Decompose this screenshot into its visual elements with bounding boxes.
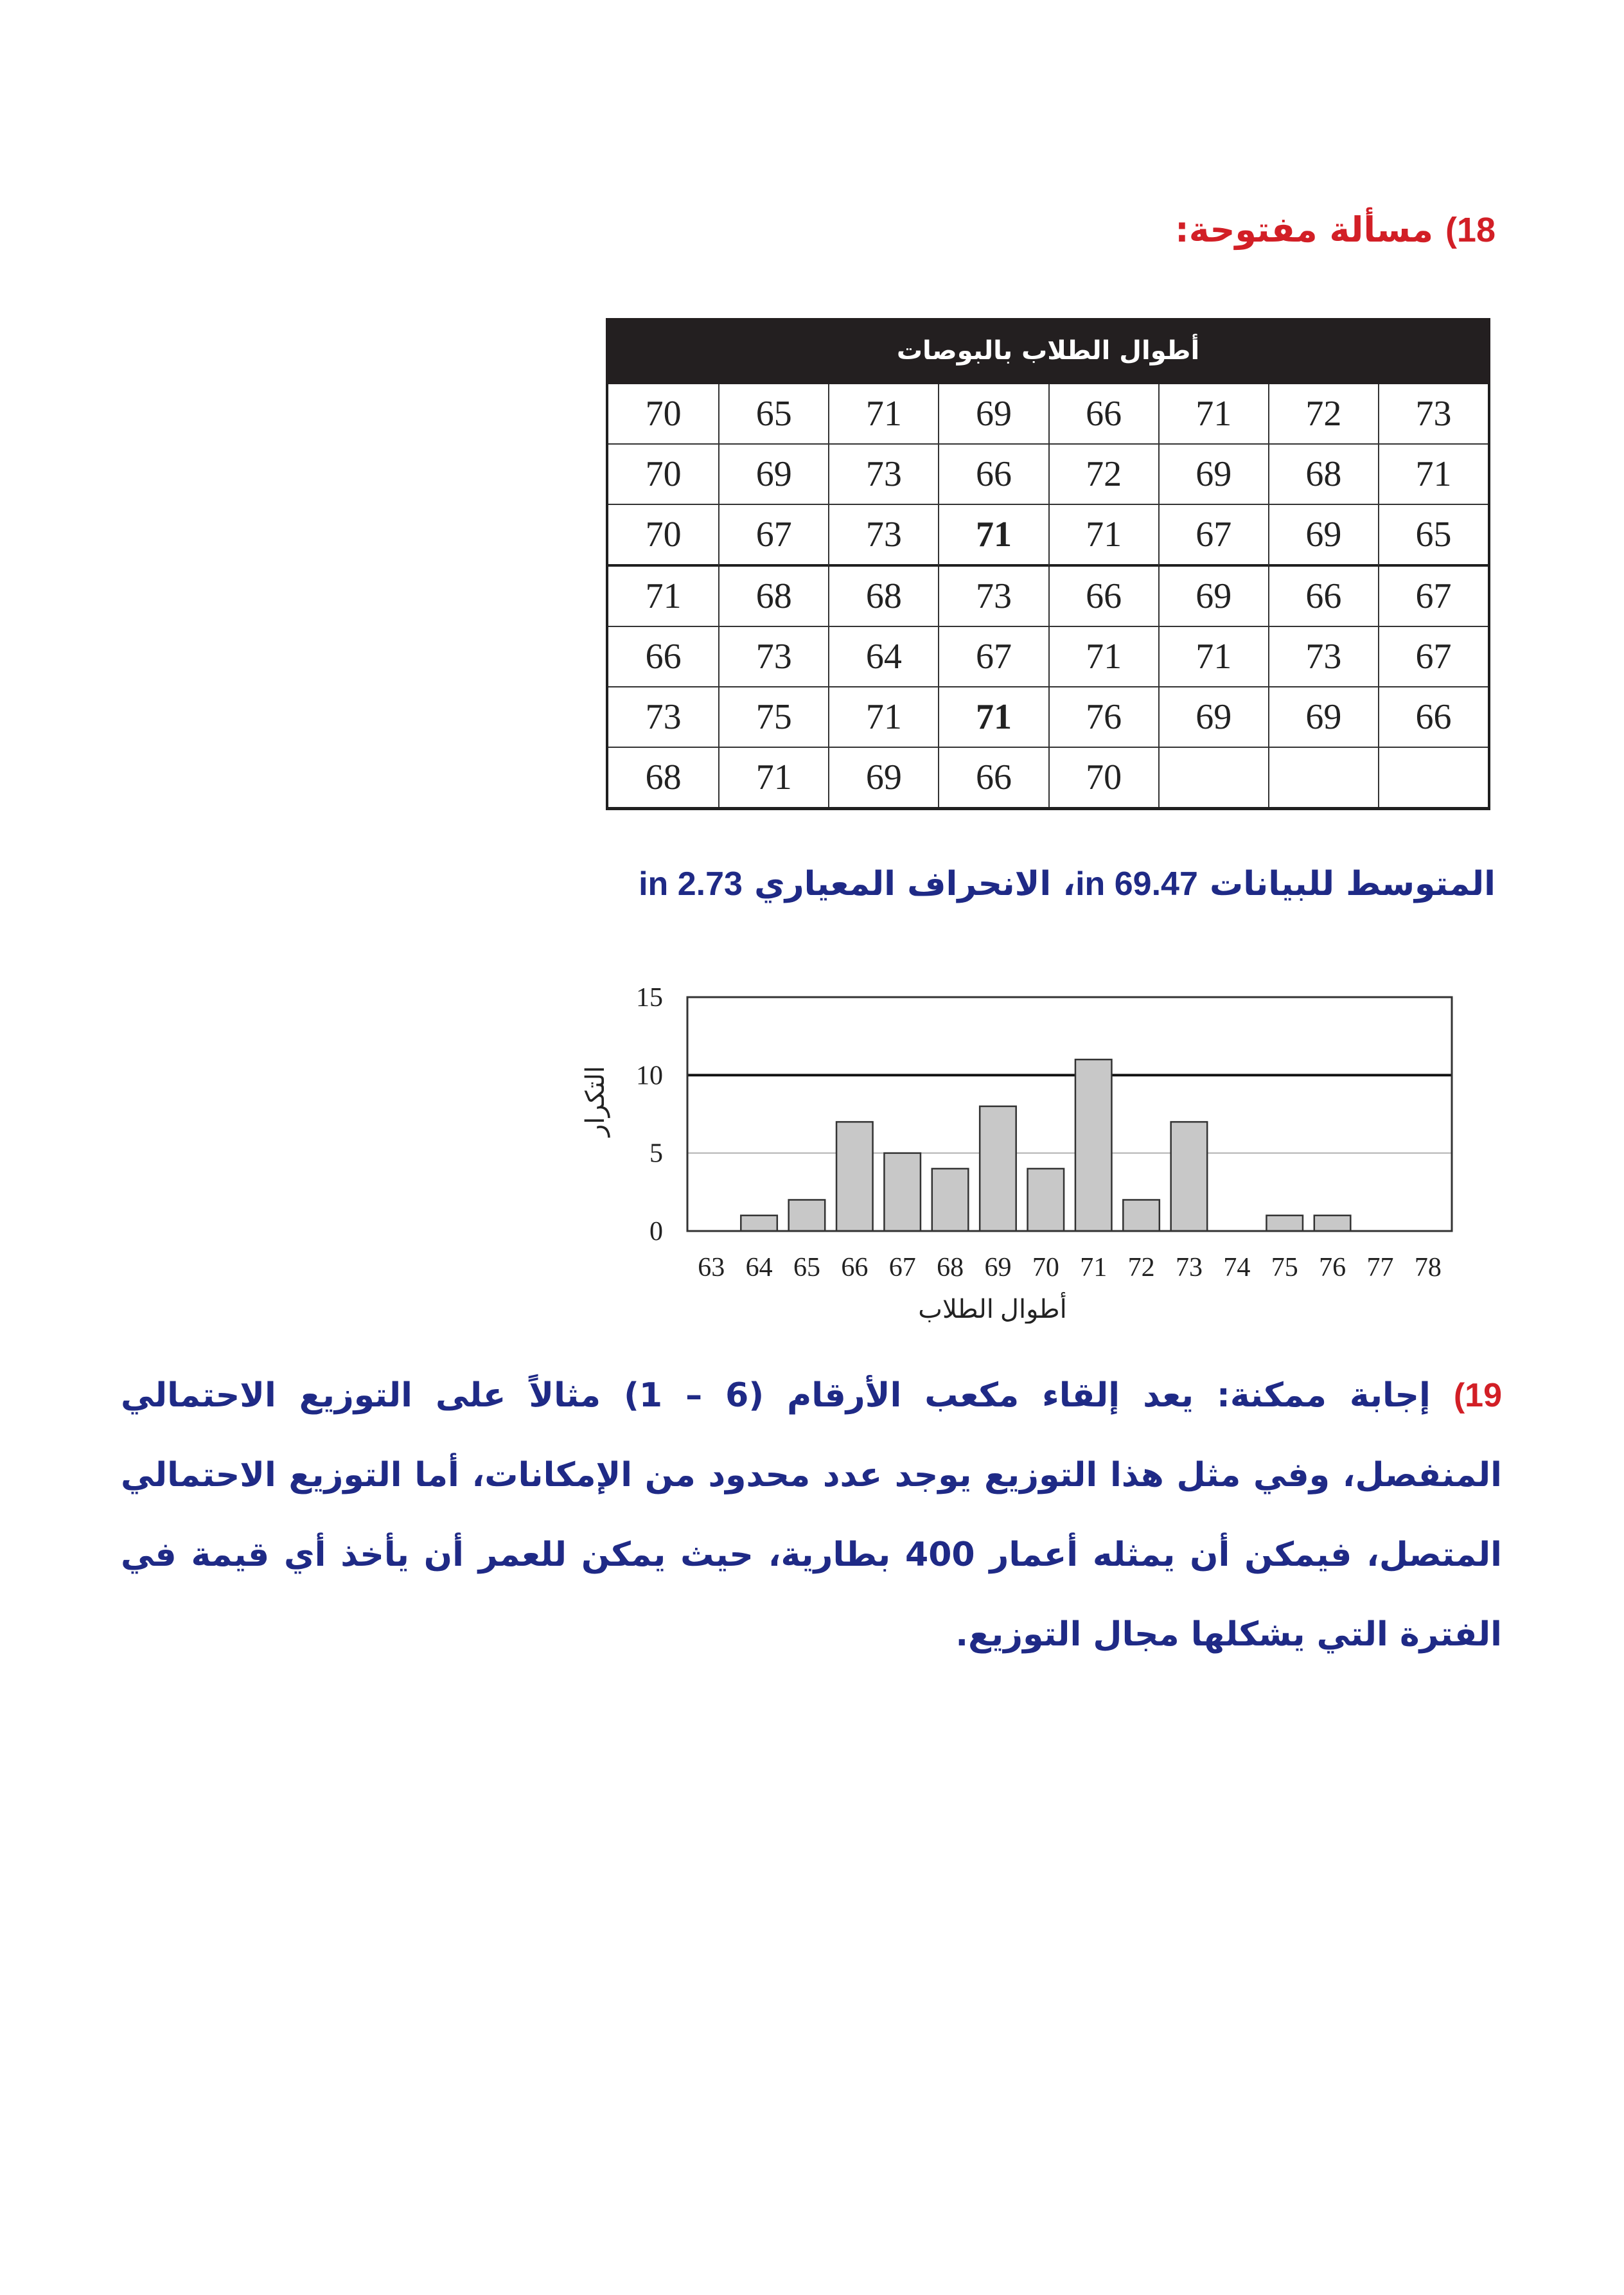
y-tick-label: 0	[649, 1217, 663, 1246]
table-cell: 69	[1268, 687, 1378, 748]
table-cell: 66	[1048, 567, 1158, 627]
histogram-bar	[884, 1153, 921, 1231]
x-tick-label: 67	[888, 1253, 916, 1282]
x-tick-label: 68	[937, 1253, 964, 1282]
table-grid	[606, 384, 1490, 810]
table-cell: 66	[938, 748, 1048, 807]
table-cell: 70	[608, 384, 718, 445]
y-tick-label: 5	[649, 1139, 663, 1169]
histogram-bar	[1314, 1216, 1351, 1231]
table-cell: 67	[1158, 505, 1268, 567]
question-19	[121, 1356, 1502, 1674]
histogram-bar	[1171, 1122, 1208, 1231]
histogram-bar	[1028, 1169, 1064, 1231]
table-cell: 73	[1378, 384, 1488, 445]
table-cell: 69	[828, 748, 938, 807]
stats-separator: ، الانحراف المعياري	[742, 865, 1076, 903]
table-cell: 73	[608, 687, 718, 748]
histogram-bar	[1123, 1200, 1160, 1231]
table-cell: 70	[608, 445, 718, 505]
table-cell: 71	[1048, 505, 1158, 567]
table-cell: 69	[718, 445, 828, 505]
x-tick-label: 72	[1127, 1253, 1155, 1282]
plot-frame	[687, 997, 1452, 1231]
table-cell: 71	[828, 687, 938, 748]
table-cell: 70	[608, 505, 718, 567]
stats-sd: 2.73 in	[639, 865, 743, 903]
histogram-bar	[741, 1216, 777, 1231]
x-tick-label: 66	[841, 1253, 869, 1282]
x-tick-label: 64	[745, 1253, 773, 1282]
y-tick-label: 10	[636, 1061, 663, 1091]
table-cell: 66	[1048, 384, 1158, 445]
x-tick-label: 65	[793, 1253, 820, 1282]
table-cell: 73	[938, 567, 1048, 627]
x-tick-label: 73	[1175, 1253, 1203, 1282]
x-tick-label: 63	[698, 1253, 725, 1282]
table-cell: 68	[645, 758, 682, 797]
table-cell: 69	[1268, 505, 1378, 567]
table-cell: 69	[1158, 687, 1268, 748]
x-tick-label: 70	[1032, 1253, 1059, 1282]
table-cell: 66	[1268, 567, 1378, 627]
x-tick-label: 69	[984, 1253, 1012, 1282]
stats-mean: 69.47 in	[1075, 865, 1198, 903]
question-18-number: 18)	[1445, 211, 1496, 249]
table-cell: 69	[938, 384, 1048, 445]
table-cell: 71	[1378, 445, 1488, 505]
table-cell: 71	[1158, 384, 1268, 445]
histogram-bar	[980, 1106, 1016, 1231]
table-cell: 66	[938, 445, 1048, 505]
table-cell	[1268, 748, 1378, 807]
x-tick-label: 78	[1414, 1253, 1442, 1282]
table-cell: 67	[938, 627, 1048, 687]
x-tick-label: 75	[1271, 1253, 1298, 1282]
table-cell	[1378, 748, 1488, 807]
histogram-bar	[1266, 1216, 1303, 1231]
table-cell: 67	[1378, 567, 1488, 627]
x-tick-label: 74	[1223, 1253, 1251, 1282]
table-cell: 71	[938, 505, 1048, 567]
table-cell: 70	[1048, 748, 1158, 807]
table-cell	[1158, 748, 1268, 807]
histogram-bar	[789, 1200, 825, 1231]
table-cell: 66	[608, 627, 718, 687]
table-title: أطوال الطلاب بالبوصات	[606, 318, 1490, 384]
table-cell: 76	[1048, 687, 1158, 748]
stats-label: المتوسط للبيانات	[1197, 865, 1496, 903]
table-cell: 71	[828, 384, 938, 445]
table-cell: 65	[1378, 505, 1488, 567]
table-cell: 73	[828, 505, 938, 567]
table-cell: 68	[1268, 445, 1378, 505]
table-cell: 69	[1158, 445, 1268, 505]
table-cell: 71	[1048, 627, 1158, 687]
histogram-chart	[559, 964, 1471, 1324]
x-tick-label: 71	[1080, 1253, 1108, 1282]
table-cell: 65	[718, 384, 828, 445]
question-18-heading	[468, 209, 1496, 250]
table-cell: 68	[828, 567, 938, 627]
table-cell: 69	[1158, 567, 1268, 627]
table-cell: 73	[828, 445, 938, 505]
table-cell: 68	[718, 567, 828, 627]
histogram-bar	[932, 1169, 969, 1231]
x-axis-label: أطوال الطلاب	[918, 1295, 1067, 1324]
table-cell: 72	[1048, 445, 1158, 505]
histogram-bar	[836, 1122, 873, 1231]
table-cell: 71	[608, 567, 718, 627]
table-cell: 71	[1158, 627, 1268, 687]
heights-table	[606, 318, 1490, 810]
table-cell: 73	[1268, 627, 1378, 687]
table-cell: 73	[718, 627, 828, 687]
table-cell: 64	[828, 627, 938, 687]
histogram-bar	[1075, 1059, 1112, 1231]
table-cell: 66	[1378, 687, 1488, 748]
y-tick-label: 15	[636, 983, 663, 1013]
x-tick-label: 77	[1366, 1253, 1394, 1282]
x-tick-label: 76	[1319, 1253, 1346, 1282]
table-cell: 67	[718, 505, 828, 567]
stats-line	[403, 865, 1496, 903]
table-cell: 75	[718, 687, 828, 748]
question-18-title: مسألة مفتوحة:	[1175, 209, 1434, 250]
table-cell: 71	[718, 748, 828, 807]
table-cell: 72	[1268, 384, 1378, 445]
question-19-number: 19)	[1453, 1377, 1503, 1414]
question-19-text: إجابة ممكنة: يعد إلقاء مكعب الأرقام (6 – 1) مثالاً على التوزيع الاحتمالي المنفصل، وفي مثل هذا التوزيع يوجد عدد محدود من الإمكانات، أما التوزيع الاحتمالي المتصل، فيمكن أن يمثله أعمار 400 بطارية، حيث يمكن للعمر أن يأخذ أي قيمة في الفترة التي يشكلها مجال التوزيع.	[121, 1376, 1502, 1654]
table-cell: 71	[938, 687, 1048, 748]
table-cell: 67	[1378, 627, 1488, 687]
y-axis-label: التكرار	[581, 1066, 610, 1137]
